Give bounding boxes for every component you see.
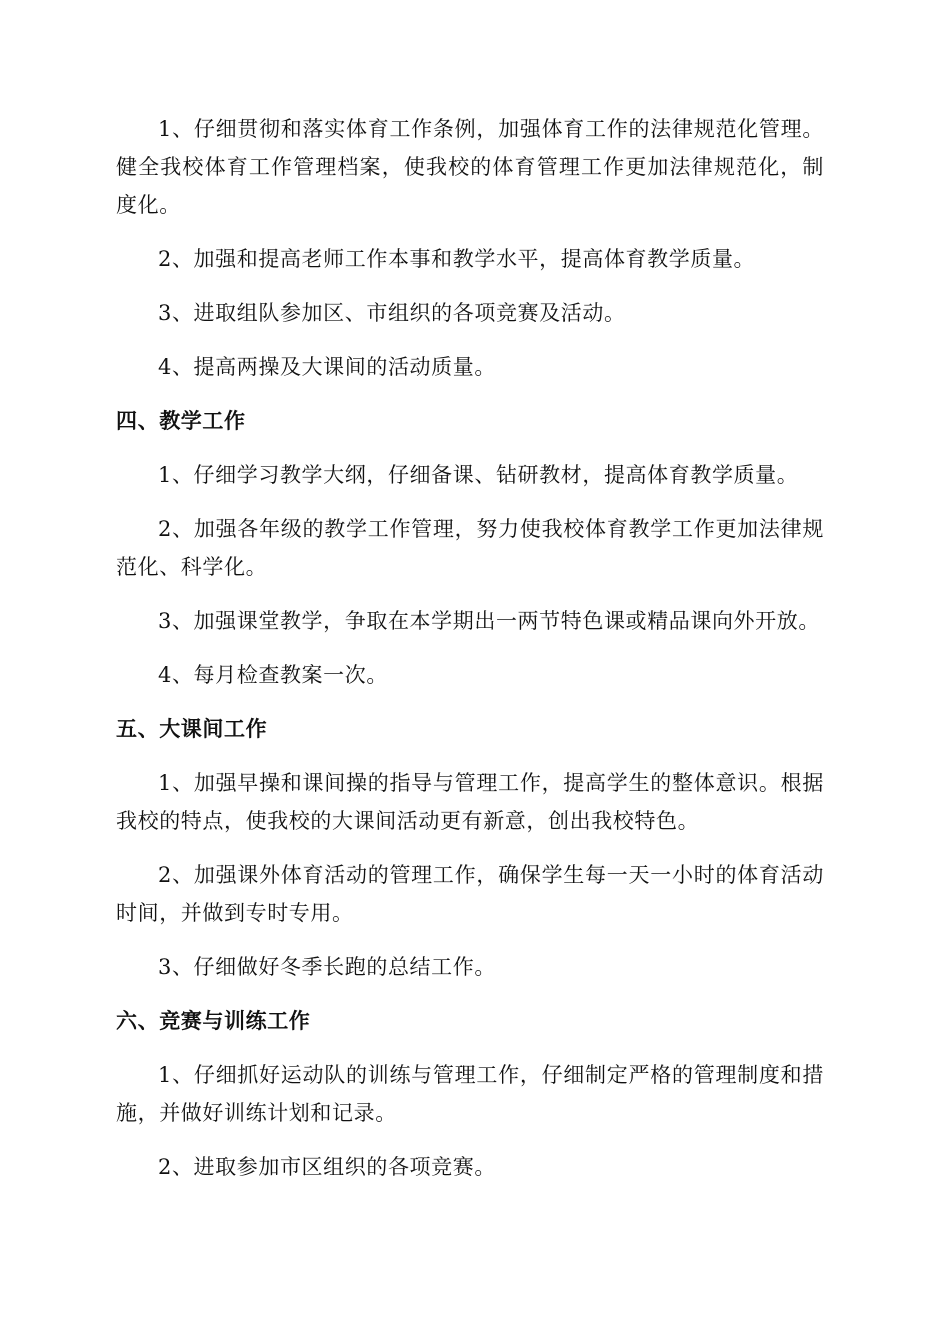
paragraph: 3、加强课堂教学，争取在本学期出一两节特色课或精品课向外开放。 — [158, 609, 820, 633]
paragraph: 2、加强各年级的教学工作管理，努力使我校体育教学工作更加法律规范化、科学化。 — [116, 517, 824, 579]
document-page — [116, 110, 824, 1202]
paragraph: 2、进取参加市区组织的各项竞赛。 — [158, 1155, 496, 1179]
paragraph: 2、加强课外体育活动的管理工作，确保学生每一天一小时的体育活动时间，并做到专时专用。 — [116, 863, 824, 925]
paragraph: 3、进取组队参加区、市组织的各项竞赛及活动。 — [158, 301, 626, 325]
paragraph: 1、加强早操和课间操的指导与管理工作，提高学生的整体意识。根据我校的特点，使我校的大课间活动更有新意，创出我校特色。 — [116, 771, 824, 833]
section-heading: 五、大课间工作 — [116, 717, 268, 741]
paragraph: 1、仔细学习教学大纲，仔细备课、钻研教材，提高体育教学质量。 — [158, 463, 799, 487]
paragraph: 4、每月检查教案一次。 — [158, 663, 388, 687]
paragraph: 1、仔细贯彻和落实体育工作条例，加强体育工作的法律规范化管理。健全我校体育工作管理档案，使我校的体育管理工作更加法律规范化，制度化。 — [116, 117, 824, 217]
paragraph: 1、仔细抓好运动队的训练与管理工作，仔细制定严格的管理制度和措施，并做好训练计划和记录。 — [116, 1063, 824, 1125]
paragraph: 2、加强和提高老师工作本事和教学水平，提高体育教学质量。 — [158, 247, 756, 271]
section-heading: 六、竞赛与训练工作 — [116, 1009, 311, 1033]
paragraph: 3、仔细做好冬季长跑的总结工作。 — [158, 955, 496, 979]
section-heading: 四、教学工作 — [116, 409, 246, 433]
paragraph: 4、提高两操及大课间的活动质量。 — [158, 355, 496, 379]
